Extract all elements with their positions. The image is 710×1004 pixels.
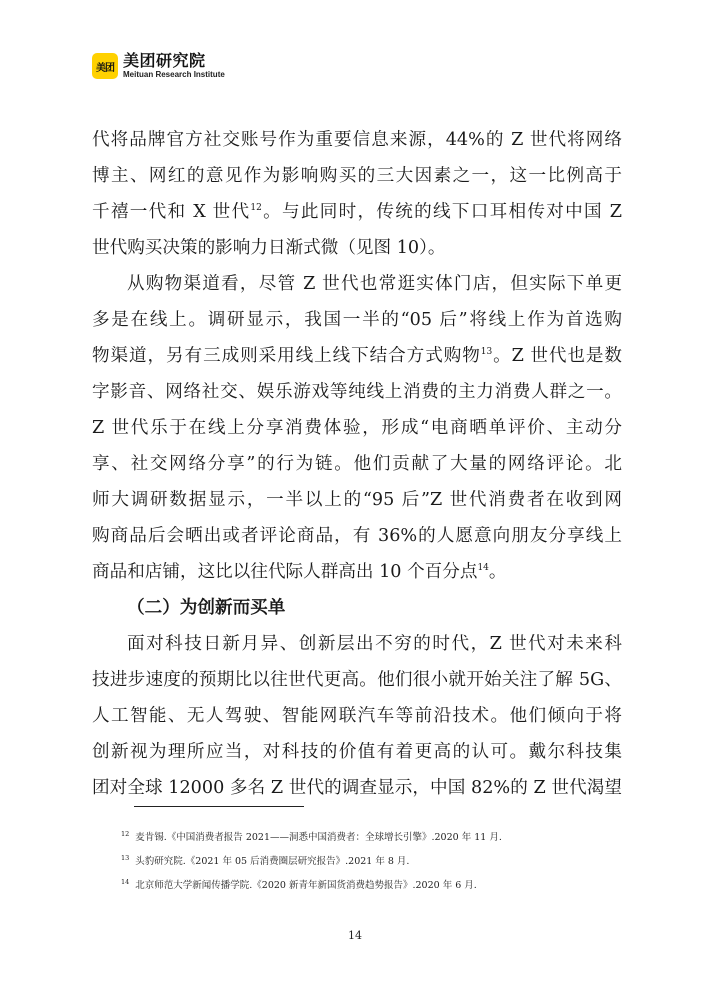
logo-badge-text: 美团 — [96, 62, 114, 74]
text-line: 字影音、网络社交、娱乐游戏等纯线上消费的主力消费人群之一。 — [92, 382, 622, 402]
page-header — [92, 48, 225, 84]
section-heading: （二）为创新而买单 — [127, 597, 286, 618]
text-line — [92, 554, 622, 590]
footnote-item — [121, 824, 641, 848]
text-segment: 。 — [488, 562, 507, 582]
text-segment: 。与此同时，传统的线下口耳相传对中国 Z — [261, 202, 622, 222]
footnote-ref[interactable]: 12 — [250, 203, 262, 213]
footnote-item — [121, 848, 641, 872]
text-line: 创新视为理所应当，对科技的价值有着更高的认可。戴尔科技集 — [92, 742, 622, 762]
page-body — [92, 122, 622, 806]
text-line: 从购物渠道看，尽管 Z 世代也常逛实体门店，但实际下单更 — [127, 274, 622, 294]
text-line — [92, 338, 622, 374]
text-line: 享、社交网络分享”的行为链。他们贡献了大量的网络评论。北 — [92, 454, 622, 474]
footnote-text: 头豹研究院.《2021 年 05 后消费圈层研究报告》.2021 年 8 月. — [135, 856, 410, 867]
footnote-item — [121, 872, 641, 896]
footnote-divider — [134, 806, 304, 807]
paragraph-3 — [92, 626, 622, 806]
text-line: 博主、网红的意见作为影响购买的三大因素之一，这一比例高于 — [92, 166, 622, 186]
footnote-number: 14 — [121, 878, 130, 886]
text-line: 多是在线上。调研显示，我国一半的“05 后”将线上作为首选购 — [92, 310, 622, 330]
text-line: 代将品牌官方社交账号作为重要信息来源，44%的 Z 世代将网络 — [92, 130, 622, 150]
logo-title: 美团研究院 — [123, 51, 206, 70]
logo-subtitle: Meituan Research Institute — [123, 70, 225, 79]
text-line: Z 世代乐于在线上分享消费体验，形成“电商晒单评价、主动分 — [92, 418, 622, 438]
page-number: 14 — [348, 929, 362, 942]
logo-wordmark — [123, 53, 225, 79]
footnote-text: 北京师范大学新闻传播学院.《2020 新青年新国货消费趋势报告》.2020 年 6 月. — [135, 880, 477, 891]
footnote-text: 麦肯锡.《中国消费者报告 2021——洞悉中国消费者：全球增长引擎》.2020 年 11 月. — [135, 832, 502, 843]
text-line: 世代购买决策的影响力日渐式微（见图 10）。 — [92, 238, 446, 258]
footnote-ref[interactable]: 13 — [480, 347, 493, 357]
text-line: 技进步速度的预期比以往世代更高。他们很小就开始关注了解 5G、 — [92, 670, 622, 690]
text-line: 面对科技日新月异、创新层出不穷的时代，Z 世代对未来科 — [127, 634, 622, 654]
text-line — [92, 194, 622, 230]
text-segment: 千禧一代和 X 世代 — [92, 202, 251, 222]
text-segment: 物渠道，另有三成则采用线上线下结合方式购物 — [92, 346, 481, 366]
footnotes — [121, 824, 641, 896]
paragraph-1 — [92, 122, 622, 266]
footnote-number: 12 — [121, 830, 130, 838]
text-line: 师大调研数据显示，一半以上的“95 后”Z 世代消费者在收到网 — [92, 490, 622, 510]
text-line: 购商品后会晒出或者评论商品，有 36%的人愿意向朋友分享线上 — [92, 526, 622, 546]
paragraph-2 — [92, 266, 622, 590]
footnote-number: 13 — [121, 854, 130, 862]
text-segment: 。Z 世代也是数 — [492, 346, 622, 366]
text-segment: 商品和店铺，这比以往代际人群高出 10 个百分点 — [92, 562, 478, 582]
meituan-logo-icon — [92, 53, 118, 79]
text-line: 人工智能、无人驾驶、智能网联汽车等前沿技术。他们倾向于将 — [92, 706, 622, 726]
text-line: 团对全球 12000 多名 Z 世代的调查显示，中国 82%的 Z 世代渴望 — [92, 778, 622, 798]
footnote-ref[interactable]: 14 — [477, 563, 489, 573]
